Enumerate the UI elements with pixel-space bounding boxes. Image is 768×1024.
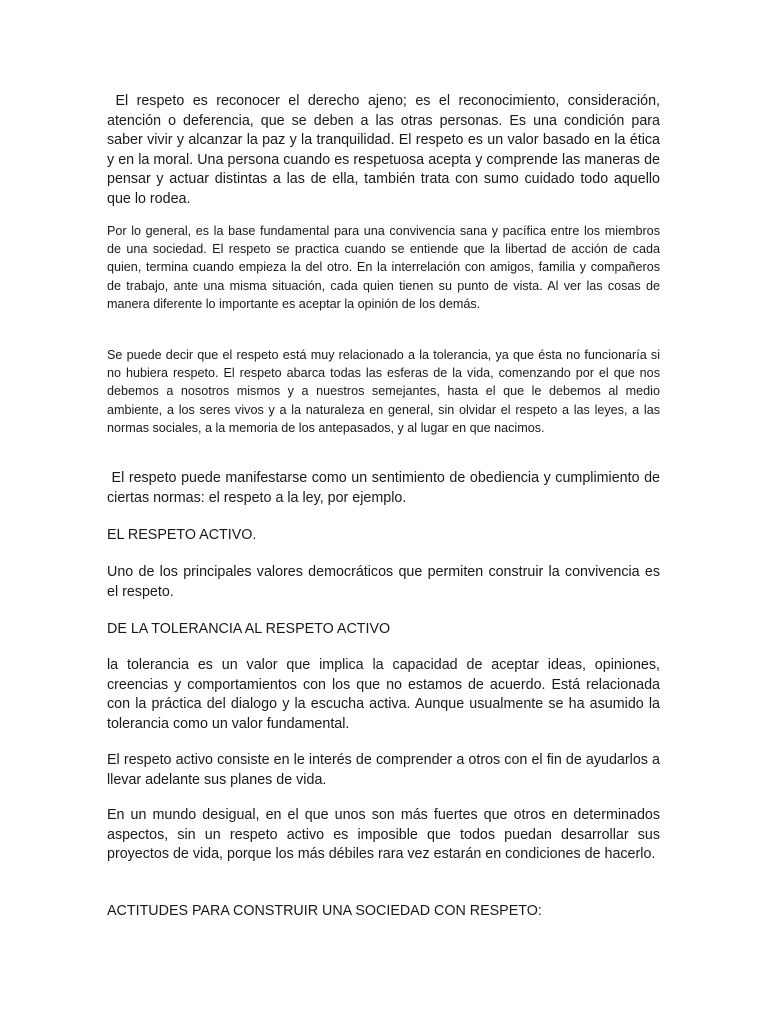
- heading-attitudes: ACTITUDES PARA CONSTRUIR UNA SOCIEDAD CON RESPETO:: [107, 903, 542, 919]
- paragraph-obedience: El respeto puede manifestarse como un sentimiento de obediencia y cumplimiento de ciertas normas: el respeto a la ley, por ejemplo.: [107, 470, 660, 506]
- paragraph-coexistence: Por lo general, es la base fundamental para una convivencia sana y pacífica entre los miembros de una sociedad. El respeto se practica cuando se entiende que la libertad de acción de cada quien, termina cuando empieza la del otro. En la interrelación con amigos, familia y compañeros de trabajo, ante una misma situación, cada quien tienen su punto de vista. Al ver las cosas de manera diferente lo importante es aceptar la opinión de los demás.: [107, 224, 660, 311]
- paragraph-respect-definition: El respeto es reconocer el derecho ajeno; es el reconocimiento, consideración, atención o deferencia, que se deben a las otras personas. Es una condición para saber vivir y alcanzar la paz y la tranquilidad. El respeto es un valor basado en la ética y en la moral. Una persona cuando es respetuosa acepta y comprende las maneras de pensar y actuar distintas a las de ella, también trata con sumo cuidado todo aquello que lo rodea.: [107, 93, 660, 207]
- heading-tolerance-to-active-respect: DE LA TOLERANCIA AL RESPETO ACTIVO: [107, 621, 391, 637]
- paragraph-democratic-values: Uno de los principales valores democráticos que permiten construir la convivencia es el respeto.: [107, 564, 660, 600]
- paragraph-unequal-world: En un mundo desigual, en el que unos son más fuertes que otros en determinados aspectos, sin un respeto activo es imposible que todos puedan desarrollar sus proyectos de vida, porque los más débiles rara vez estarán en condiciones de hacerlo.: [107, 807, 660, 862]
- heading-active-respect: EL RESPETO ACTIVO.: [107, 527, 257, 543]
- paragraph-tolerance-relation: Se puede decir que el respeto está muy relacionado a la tolerancia, ya que ésta no funcionaría si no hubiera respeto. El respeto abarca todas las esferas de la vida, comenzando por el que nos debemos a nosotros mismos y a nuestros semejantes, hasta el que le debemos al medio ambiente, a los seres vivos y a la naturaleza en general, sin olvidar el respeto a las leyes, a las normas sociales, a la memoria de los antepasados, y al lugar en que nacimos.: [107, 348, 660, 435]
- paragraph-active-respect-definition: El respeto activo consiste en le interés de comprender a otros con el fin de ayudarlos a llevar adelante sus planes de vida.: [107, 752, 660, 788]
- paragraph-tolerance-value: la tolerancia es un valor que implica la capacidad de aceptar ideas, opiniones, creencias y comportamientos con los que no estamos de acuerdo. Está relacionada con la práctica del dialogo y la escucha activa. Aunque usualmente se ha asumido la tolerancia como un valor fundamental.: [107, 657, 660, 732]
